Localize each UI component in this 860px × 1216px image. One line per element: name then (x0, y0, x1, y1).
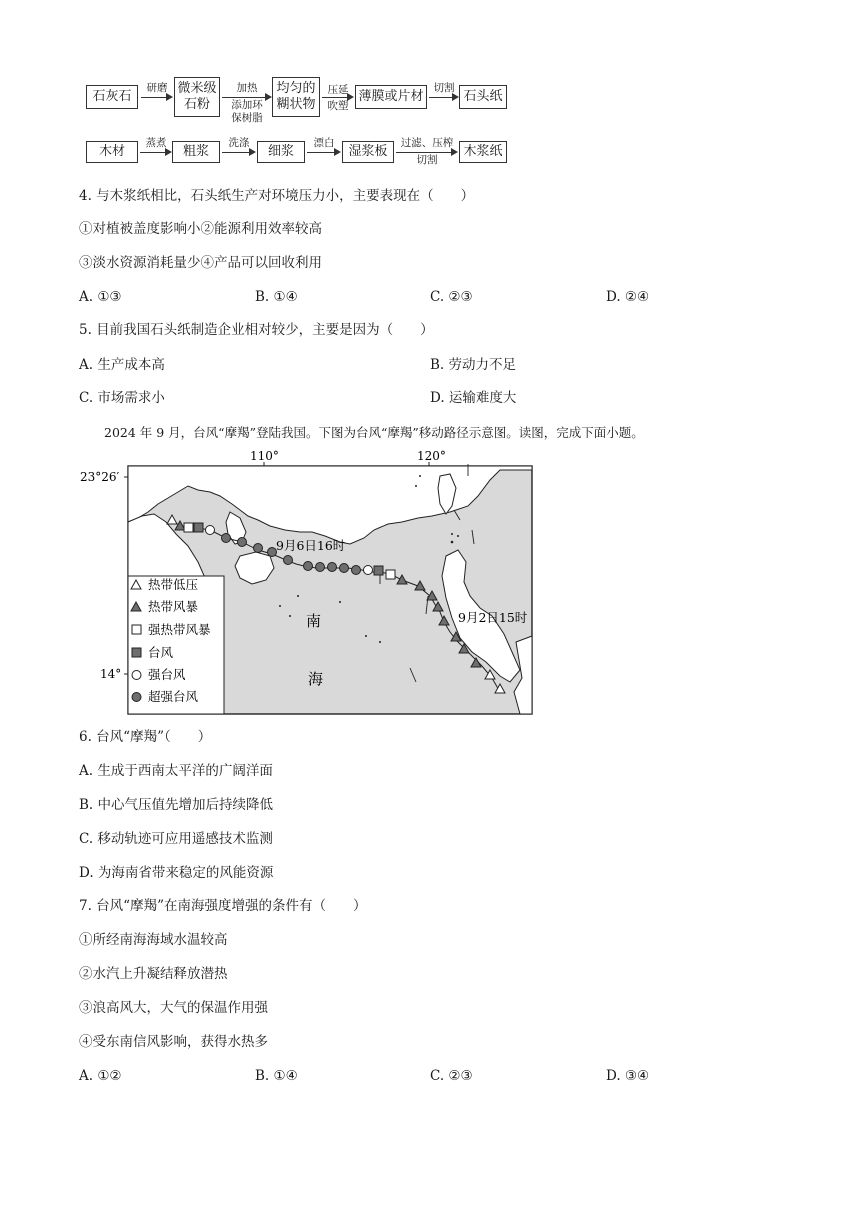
flow-arrow-label: 切割 (433, 82, 455, 94)
track-point-super (316, 563, 325, 572)
legend-symbol-open-square (132, 625, 141, 634)
flow-box-stone-paper (459, 85, 507, 109)
option-d[interactable]: D. 为海南省带来稳定的风能资源 (79, 865, 274, 881)
flow-arrow-label-line: 加热 (236, 82, 258, 94)
option-a[interactable]: A. 生产成本高 (79, 357, 165, 373)
flow-arrow (222, 152, 254, 153)
question-items: ③淡水资源消耗量少④产品可以回收利用 (79, 255, 322, 271)
flow-box-text: 细浆 (267, 144, 294, 159)
legend-label: 超强台风 (148, 689, 199, 704)
section-intro: 2024 年 9 月，台风“摩羯”登陆我国。下图为台风“摩羯”移动路径示意图。读图，完成下面小题。 (104, 425, 644, 440)
question-stem: 4. 与木浆纸相比，石头纸生产对环境压力小，主要表现在（ ） (79, 188, 475, 204)
lon-label-110: 110° (250, 449, 279, 463)
flow-box-text: 微米级 (177, 81, 217, 96)
lon-label-120: 120° (417, 449, 446, 463)
flow-box-text: 石灰石 (92, 89, 132, 104)
track-point-sty (364, 566, 373, 575)
flow-box-coarse-pulp (172, 141, 220, 163)
flow-arrow (141, 97, 171, 98)
flow-arrow-label: 洗涤 (228, 137, 250, 149)
track-point-super (304, 562, 313, 571)
flow-arrow-label: 切割 (416, 154, 438, 166)
flow-arrow (396, 152, 456, 153)
flow-box-wood-pulp-paper (459, 141, 507, 163)
flow-box-text: 薄膜或片材 (358, 89, 424, 104)
track-point-super (222, 534, 231, 543)
flow-box-text: 粗浆 (182, 144, 209, 159)
map-legend (128, 576, 224, 714)
flow-arrow (307, 152, 339, 153)
track-point-ty (194, 523, 203, 532)
flow-box-micron-powder (174, 77, 220, 117)
flow-box-text: 石头纸 (463, 89, 503, 104)
question-stem: 5. 目前我国石头纸制造企业相对较少，主要是因为（ ） (79, 322, 434, 338)
option-b[interactable]: B. 中心气压值先增加后持续降低 (79, 797, 274, 813)
track-point-super (238, 538, 247, 547)
track-point-sts (184, 523, 193, 532)
typhoon-map-svg (80, 446, 540, 718)
flow-box-paste (272, 77, 320, 117)
track-point-ty (374, 566, 383, 575)
flow-box-text: 石粉 (183, 97, 210, 112)
typhoon-map (80, 446, 540, 718)
flow-arrow (140, 152, 170, 153)
flow-arrow-label: 压延 (327, 84, 349, 96)
option-c[interactable]: C. ②③ (430, 1068, 473, 1084)
option-a[interactable]: A. 生成于西南太平洋的广阔洋面 (79, 763, 273, 779)
lat-label-14: 14° (100, 667, 122, 681)
flow-arrow (429, 97, 457, 98)
flow-box-text: 木浆纸 (463, 144, 503, 159)
option-c[interactable]: C. 市场需求小 (79, 390, 165, 406)
legend-label: 强热带风暴 (148, 622, 211, 637)
option-c[interactable]: C. ②③ (430, 289, 473, 305)
flow-arrow (322, 97, 352, 98)
flow-arrow-label: 研磨 (146, 82, 168, 94)
option-d[interactable]: D. ③④ (606, 1068, 650, 1084)
flow-box-wood (86, 141, 138, 163)
legend-symbol-filled-circle (132, 693, 141, 702)
lat-label-2326: 23°26′ (80, 470, 120, 484)
question-items: ①对植被盖度影响小②能源利用效率较高 (79, 221, 322, 237)
track-point-super (284, 556, 293, 565)
sea-label-nan: 南 (306, 612, 322, 630)
flow-box-text: 木材 (98, 144, 125, 159)
legend-label: 台风 (148, 645, 174, 660)
annotation-sep6: 9月6日16时 (276, 538, 346, 553)
question-stem: 6. 台风“摩羯”（ ） (79, 729, 212, 745)
option-d[interactable]: D. 运输难度大 (430, 390, 517, 406)
flow-arrow (222, 97, 270, 98)
annotation-sep2: 9月2日15时 (458, 610, 528, 625)
flow-arrow-label: 吹塑 (327, 100, 349, 112)
flow-arrow-label-line: 添加环 (231, 99, 263, 111)
flow-box-limestone (86, 85, 138, 109)
track-point-sty (206, 526, 215, 535)
flow-arrow-label: 蒸煮 (145, 137, 167, 149)
track-point-super (254, 544, 263, 553)
flow-box-text: 均匀的 (276, 81, 316, 96)
flow-arrow-label-line: 保树脂 (231, 112, 263, 124)
option-a[interactable]: A. ①③ (79, 289, 122, 305)
flow-box-text: 湿浆板 (348, 144, 388, 159)
flow-arrow-label: 过滤、压榨 (400, 137, 454, 149)
option-b[interactable]: B. ①④ (255, 1068, 298, 1084)
legend-label: 热带低压 (148, 577, 199, 592)
flow-box-text: 糊状物 (276, 97, 316, 112)
option-c[interactable]: C. 移动轨迹可应用遥感技术监测 (79, 831, 273, 847)
track-point-super (340, 564, 349, 573)
option-d[interactable]: D. ②④ (606, 289, 650, 305)
question-item: ③浪高风大，大气的保温作用强 (79, 1000, 268, 1016)
flow-box-film-sheet (355, 85, 427, 109)
legend-label: 强台风 (148, 667, 186, 682)
track-point-super (328, 563, 337, 572)
option-b[interactable]: B. 劳动力不足 (430, 357, 517, 373)
legend-label: 热带风暴 (148, 599, 199, 614)
legend-symbol-filled-square (132, 648, 141, 657)
question-item: ②水汽上升凝结释放潜热 (79, 966, 228, 982)
flow-box-wet-pulp-board (342, 141, 394, 163)
legend-symbol-open-circle (132, 671, 141, 680)
flow-arrow-label (222, 99, 272, 125)
question-item: ①所经南海海域水温较高 (79, 932, 228, 948)
question-item: ④受东南信风影响，获得水热多 (79, 1034, 268, 1050)
option-b[interactable]: B. ①④ (255, 289, 298, 305)
track-point-sts (386, 570, 395, 579)
sea-label-hai: 海 (308, 670, 324, 688)
flow-box-fine-pulp (257, 141, 305, 163)
track-point-super (352, 566, 361, 575)
option-a[interactable]: A. ①② (79, 1068, 122, 1084)
flow-arrow-label: 漂白 (313, 137, 335, 149)
question-stem: 7. 台风“摩羯”在南海强度增强的条件有（ ） (79, 898, 367, 914)
